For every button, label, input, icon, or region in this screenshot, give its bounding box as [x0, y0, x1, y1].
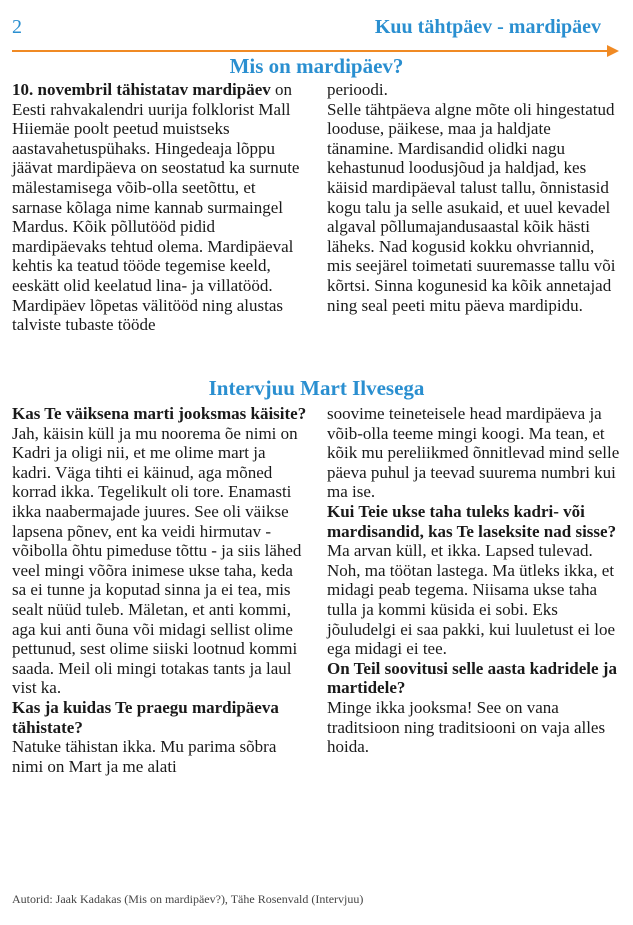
interview-answer-1: Jah, käisin küll ja mu noorema õe nimi on Kadri ja oligi nii, et me olime mart ja kadri. Väga tihti ei käinud, aga mõned korrad ikka. Tegelikult oli tore. Enamasti ikka naabermajade juures. See oli väikse lapsena põnev, ent ka veidi hirmutav - võibolla õhtu pimeduse tõttu - ja siis lähed veel mingi võõra inimese ukse taha, keda sa ei tunne ja koputad sinna ja ei tea, mis sealt nüüd tuleb. Mäletan, et anti kommi, aga kui anti õuna või midagi sellist olime pettunud, sest olime siiski lootnud kommi saada. Meil oli mingi totakas tants ja laul vist ka.	[12, 423, 302, 698]
header-rule	[12, 50, 609, 52]
page-number: 2	[12, 16, 22, 38]
article1-lead: 10. novembril tähistatav mardipäev	[12, 80, 271, 99]
running-title: Kuu tähtpäev - mardipäev	[374, 16, 601, 38]
article1-title: Mis on mardipäev?	[229, 54, 404, 78]
interview-question-2: Kas ja kuidas Te praegu mardipäeva tähistate?	[12, 697, 279, 737]
article1-col1-text: on Eesti rahvakalendri uurija folklorist Mall Hiiemäe poolt peetud muistseks aastavahetuspühaks. Hingedeaja lõppu jäävat mardipäeva on seostatud ka surnute mälestamisega võib-olla seetõttu, et sarnase kõlaga nime kannab surmaingel Mardus. Kõik põllutööd pidid mardipäevaks tehtud olema. Mardipäeval kehtis ka teatud tööde tegemise keeld, eeskätt olid keelatud lina- ja villatööd. Mardipäev lõpetas välitööd ning alustas talviste tubaste tööde	[12, 80, 300, 335]
interview-answer-2-part1: Natuke tähistan ikka. Mu parima sõbra nimi on Mart ja me alati	[12, 737, 277, 776]
page-header	[12, 16, 619, 42]
article1-col2-text-a: perioodi.	[327, 80, 388, 99]
article1-paragraph-1	[12, 80, 308, 335]
article1-body	[12, 80, 621, 335]
interview-answer-3: Ma arvan küll, et ikka. Lapsed tulevad. Noh, ma töötan lastega. Ma ütleks ikka, et midagi peab tegema. Niisama ukse taha tulla ja kommi küsida ei sobi. Eks jõuludelgi ei saa pakki, kui luuletust ei loe ega midagi ei tee.	[327, 541, 615, 659]
article1-column-right	[327, 80, 621, 335]
article1-column-left	[12, 80, 308, 335]
interview-question-3: Kui Teie ukse taha tuleks kadri- või mardisandid, kas Te laseksite nad sisse?	[327, 501, 617, 541]
interview-answer-4: Minge ikka jooksma! See on vana traditsioon ning traditsiooni on vaja alles hoida.	[327, 697, 606, 757]
interview-answer-2-part2: soovime teineteisele head mardipäeva ja võib-olla teeme mingi koogi. Ma tean, et kõik mu pereliikmed õnnitlevad mind selle päeva puhul ja teevad suurema numbri kui ma ise.	[327, 404, 620, 502]
article2-title: Intervjuu Mart Ilvesega	[208, 376, 425, 400]
interview-question-4: On Teil soovitusi selle aasta kadridele ja martidele?	[327, 658, 617, 698]
interview-question-1: Kas Te väiksena marti jooksmas käisite?	[12, 404, 307, 423]
article2-column-left	[12, 404, 308, 776]
article1-col2-text-b: Selle tähtpäeva algne mõte oli hingestatud looduse, päikese, maa ja haldjate tänamine. Mardisandid olidki nagu kehastunud loodusjõud ja haldjad, kes käisid mardipäeval talust tallu, õnnistasid kogu talu ja selle asukaid, et uuel kevadel algaval põllumajandusaastal kõik hästi läheks. Nad kogusid kokku ohvriannid, mis seejärel toimetati suuremasse tallu või kõrtsi. Sinna kogunesid ka kõik annetajad ning seal peeti mitu päeva mardipidu.	[327, 99, 616, 315]
article2-body	[12, 404, 621, 776]
article2-column-right	[327, 404, 621, 776]
author-credits: Autorid: Jaak Kadakas (Mis on mardipäev?), Tähe Rosenvald (Intervjuu)	[12, 892, 364, 906]
